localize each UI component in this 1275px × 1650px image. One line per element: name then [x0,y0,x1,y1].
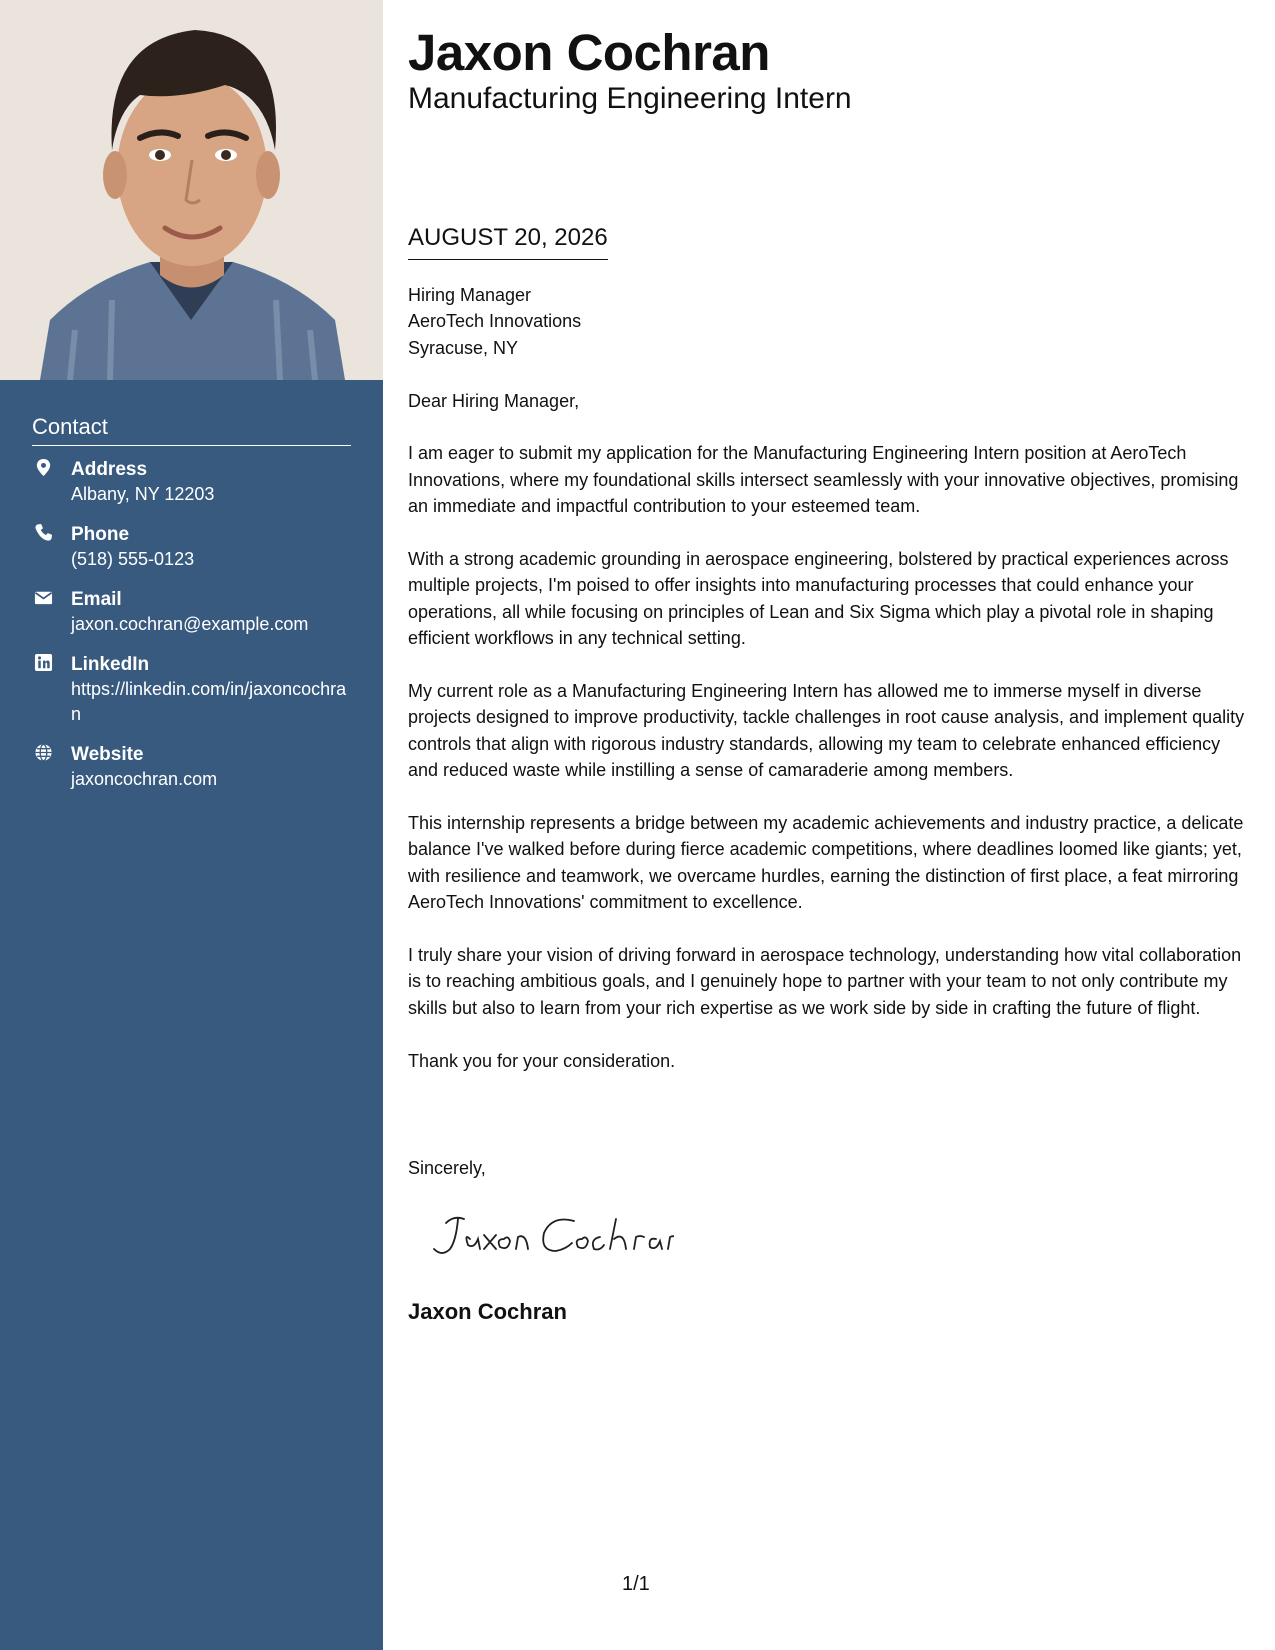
location-pin-icon [34,458,53,477]
contact-phone [32,522,351,572]
letter-paragraph: My current role as a Manufacturing Engineering Intern has allowed me to immerse myself in diverse projects designed to improve productivity, tackle challenges in root cause analysis, and implement quality controls that align with rigorous industry standards, allowing my team to celebrate enhanced efficiency and reduced waste while instilling a sense of camaraderie among members. [408,681,1245,781]
sidebar [0,0,383,1650]
contact-heading: Contact [32,412,351,446]
contact-website [32,742,351,792]
signer-name: Jaxon Cochran [408,1299,567,1324]
website-label: Website [71,744,144,765]
email-value: jaxon.cochran@example.com [71,614,309,634]
phone-label: Phone [71,524,130,545]
contact-linkedin [32,652,351,727]
contact-email [32,587,351,637]
linkedin-icon [34,653,53,672]
phone-value: (518) 555-0123 [71,549,195,569]
envelope-icon [34,588,53,607]
profile-photo [0,0,383,380]
globe-icon [34,743,53,762]
website-value[interactable]: jaxoncochran.com [71,769,218,789]
email-label: Email [71,589,122,610]
letter-paragraph: This internship represents a bridge between my academic achievements and industry practice, a delicate balance I've walked before during fierce academic competitions, where deadlines loomed like giants; yet, with resilience and teamwork, we overcame hurdles, earning the distinction of first place, a feat mirroring AeroTech Innovations' commitment to excellence. [408,813,1244,913]
page-number: 1/1 [622,1573,650,1595]
recipient-line: Hiring Manager [408,285,532,305]
header-name: Jaxon Cochran [408,24,770,81]
phone-icon [34,523,53,542]
letter-body [408,282,1248,1100]
contact-section [32,412,351,807]
linkedin-label: LinkedIn [71,654,150,675]
recipient-line: AeroTech Innovations [408,311,582,332]
recipient-line: Syracuse, NY [408,337,519,358]
address-label: Address [71,459,148,480]
salutation: Dear Hiring Manager, [408,390,580,411]
letter-paragraph: I truly share your vision of driving forward in aerospace technology, understanding how vital collaboration is to reaching ambitious goals, and I genuinely hope to partner with your team to not only contribute my skills but also to learn from your rich expertise as we work side by side in crafting the future of flight. [408,945,1242,1018]
header-job-title: Manufacturing Engineering Intern [408,82,852,115]
linkedin-value[interactable]: https://linkedin.com/in/jaxoncochran [71,679,347,724]
recipient-block [408,282,1248,361]
address-value: Albany, NY 12203 [71,484,215,504]
letter-paragraph: I am eager to submit my application for the Manufacturing Engineering Intern position at AeroTech Innovations, where my foundational skills intersect seamlessly with your innovative objectives, promising an immediate and impactful contribution to your esteemed team. [408,443,1239,517]
signature-image [424,1205,674,1265]
letter-date: AUGUST 20, 2026 [408,222,608,260]
letter-paragraph: Thank you for your consideration. [408,1050,676,1071]
closing: Sincerely, [408,1158,486,1178]
contact-address [32,457,351,507]
letter-paragraph: With a strong academic grounding in aerospace engineering, bolstered by practical experiences across multiple projects, I'm poised to offer insights into manufacturing processes that could enhance your operations, all while focusing on principles of Lean and Six Sigma which play a pivotal role in shaping efficient workflows in any technical setting. [408,549,1229,649]
